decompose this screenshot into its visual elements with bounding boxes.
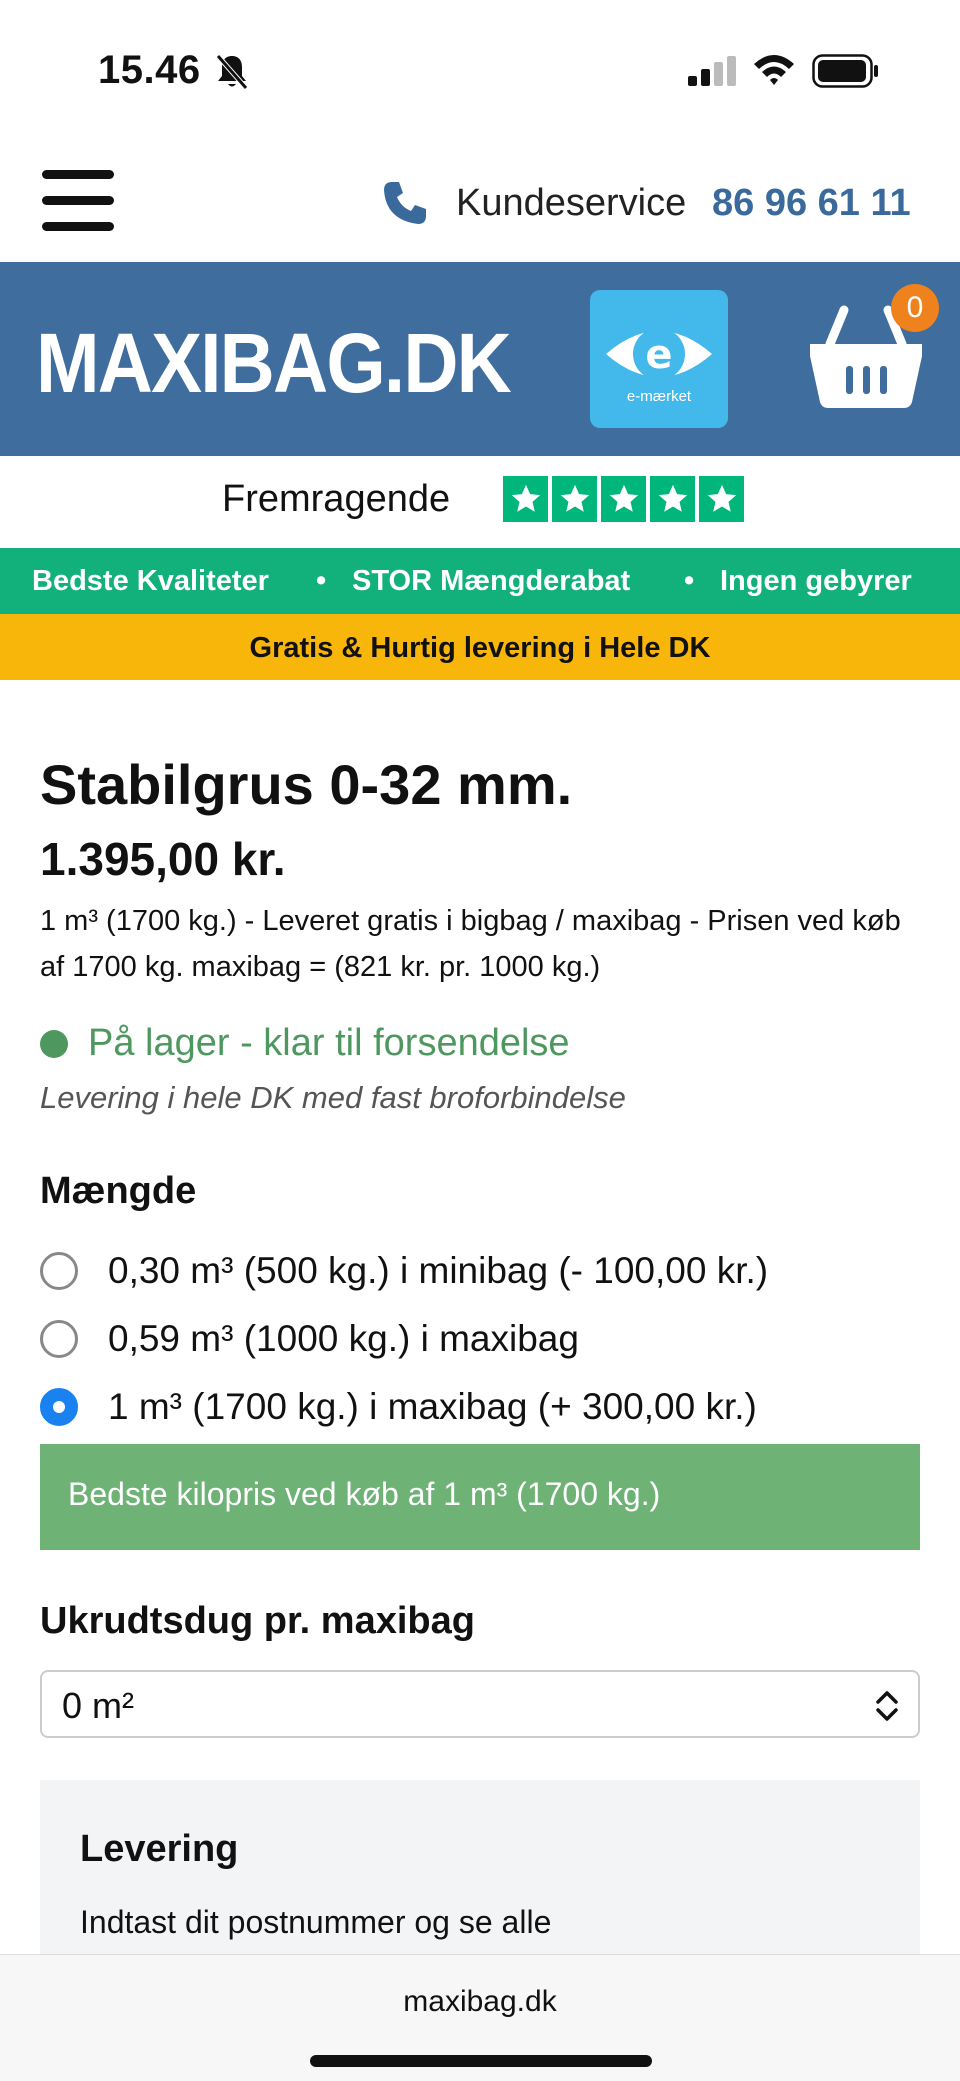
- star-icon: [503, 476, 548, 522]
- battery-icon: [812, 54, 880, 88]
- menu-button[interactable]: [42, 170, 114, 232]
- weed-cloth-label: Ukrudtsdug pr. maxibag: [40, 1600, 475, 1642]
- svg-text:e: e: [645, 332, 673, 378]
- delivery-card-title: Levering: [80, 1828, 239, 1870]
- star-icon: [552, 476, 597, 522]
- brand-header: [0, 262, 960, 456]
- phone-number-link[interactable]: 86 96 61 11: [712, 182, 911, 224]
- customer-service-label[interactable]: Kundeservice: [456, 182, 687, 224]
- delivery-card-text: Indtast dit postnummer og se alle: [80, 1904, 552, 1940]
- chevron-up-down-icon: [872, 1688, 902, 1724]
- quantity-option-radio-1700kg[interactable]: [40, 1388, 78, 1426]
- delivery-note: Levering i hele DK med fast broforbindelse: [40, 1080, 626, 1115]
- weed-cloth-select[interactable]: [40, 1670, 920, 1738]
- quantity-option-radio-minibag[interactable]: [40, 1252, 78, 1290]
- trust-label: Fremragende: [222, 478, 451, 520]
- stock-status-dot: [40, 1030, 68, 1058]
- signal-icon: [688, 56, 738, 86]
- product-price: 1.395,00 kr.: [40, 833, 286, 885]
- quantity-option-radio-1000kg[interactable]: [40, 1320, 78, 1358]
- browser-url[interactable]: maxibag.dk: [403, 1985, 557, 2018]
- maxibag-logo[interactable]: [36, 318, 516, 402]
- cart-count-badge: 0: [891, 284, 939, 332]
- product-title: Stabilgrus 0-32 mm.: [40, 753, 573, 816]
- top-nav: [0, 140, 960, 262]
- browser-address-bar[interactable]: [0, 1954, 960, 2081]
- weed-cloth-selected-value: 0 m²: [62, 1685, 134, 1726]
- bell-off-icon: [212, 52, 252, 92]
- usp-item: Ingen gebyrer: [720, 565, 912, 597]
- quantity-option-label[interactable]: 1 m³ (1700 kg.) i maxibag (+ 300,00 kr.): [108, 1386, 757, 1427]
- best-price-notice: [40, 1444, 920, 1550]
- quantity-label: Mængde: [40, 1170, 197, 1212]
- star-icon: [699, 476, 744, 522]
- usp-separator: •: [684, 565, 695, 597]
- e-maerket-label: e-mærket: [626, 388, 692, 405]
- trust-rating[interactable]: [0, 456, 960, 548]
- product-description: 1 m³ (1700 kg.) - Leveret gratis i bigbag / maxibag - Prisen ved køb af 1700 kg. maxibag = (821 kr. pr. 1000 kg.): [40, 905, 901, 983]
- home-indicator[interactable]: [310, 2055, 652, 2067]
- usp-separator: •: [316, 565, 327, 597]
- e-maerket-badge[interactable]: [590, 290, 728, 428]
- status-bar: [0, 0, 960, 140]
- usp-bar: [0, 548, 960, 614]
- stock-status: På lager - klar til forsendelse: [88, 1022, 570, 1064]
- quantity-option-label[interactable]: 0,30 m³ (500 kg.) i minibag (- 100,00 kr.): [108, 1250, 769, 1291]
- star-icon: [601, 476, 646, 522]
- phone-icon[interactable]: [382, 180, 428, 226]
- delivery-bar: [0, 614, 960, 680]
- usp-item: Bedste Kvaliteter: [32, 565, 269, 597]
- quantity-option-label[interactable]: 0,59 m³ (1000 kg.) i maxibag: [108, 1318, 579, 1359]
- wifi-icon: [752, 52, 796, 88]
- delivery-bar-text: Gratis & Hurtig levering i Hele DK: [249, 632, 711, 664]
- trust-stars: [503, 476, 744, 522]
- star-icon: [650, 476, 695, 522]
- best-price-text: Bedste kilopris ved køb af 1 m³ (1700 kg.): [68, 1476, 661, 1512]
- logo-text: MAXIBAG.DK: [36, 318, 512, 402]
- status-time: 15.46: [98, 48, 201, 92]
- e-maerket-eye-icon: [590, 290, 728, 428]
- usp-item: STOR Mængderabat: [352, 565, 631, 597]
